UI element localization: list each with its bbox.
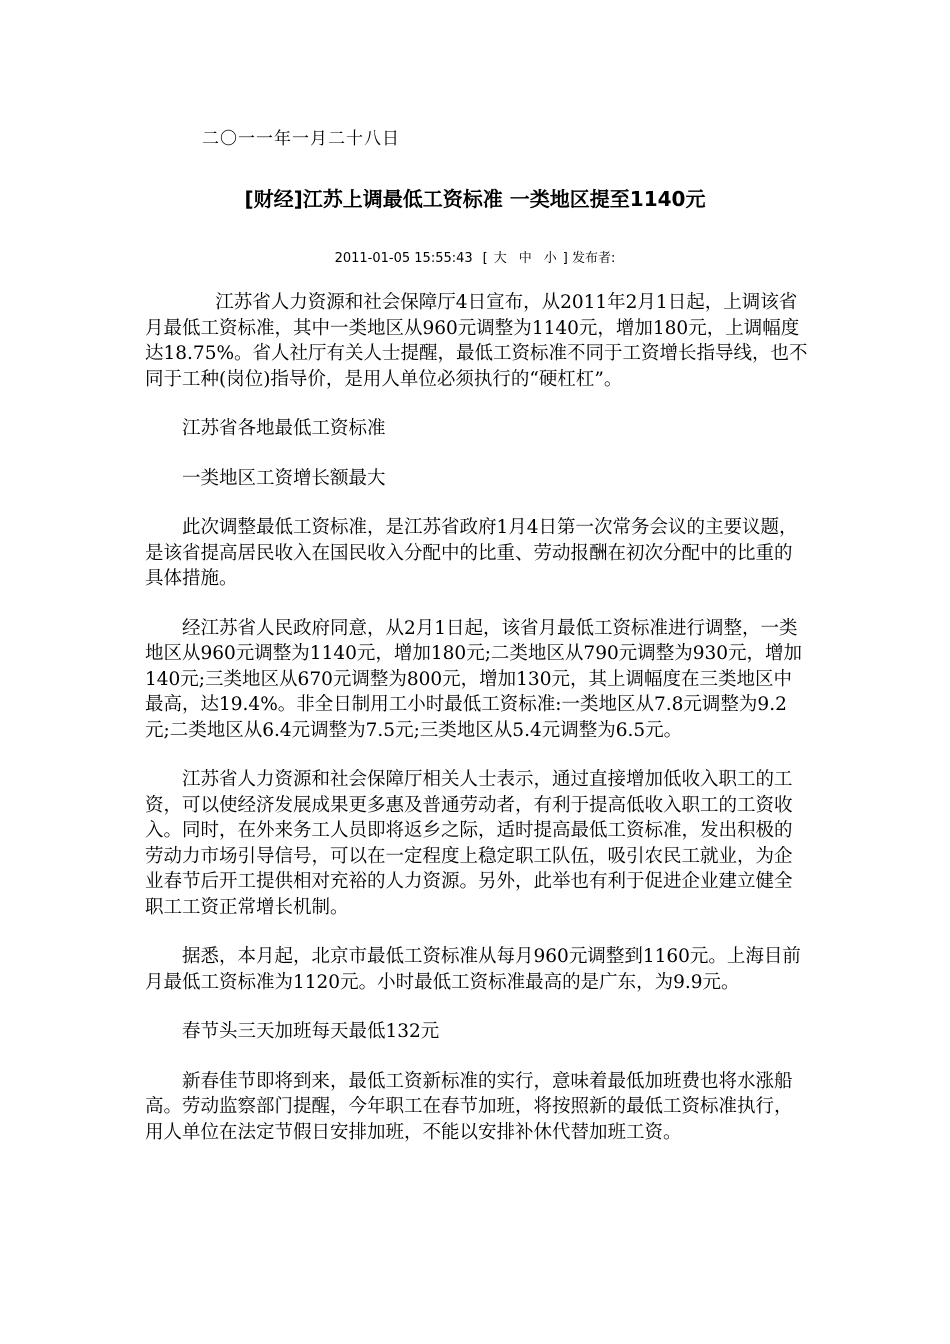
- size-bracket-open: [: [482, 251, 488, 266]
- section-heading: 一类地区工资增长额最大: [182, 467, 386, 489]
- paragraph: 江苏省人力资源和社会保障厅相关人士表示，通过直接增加低收入职工的工资，可以使经济发展成果更多惠及普通劳动者，有利于提高低收入职工的工资收入。同时，在外来务工人员即将返乡之际，适时提高最低工资标准，发出积极的劳动力市场引导信号，可以在一定程度上稳定职工队伍，吸引农民工就业，为企业春节后开工提供相对充裕的人力资源。另外，此举也有利于促进企业建立健全职工工资正常增长机制。: [145, 769, 793, 918]
- paragraph: 此次调整最低工资标准，是江苏省政府1月4日第一次常务会议的主要议题，是该省提高居民收入在国民收入分配中的比重、劳动报酬在初次分配中的比重的具体措施。: [145, 517, 798, 589]
- publish-timestamp: 2011-01-05 15:55:43: [334, 251, 473, 266]
- article-body: [145, 290, 810, 1169]
- paragraph: 经江苏省人民政府同意，从2月1日起，该省月最低工资标准进行调整，一类地区从960元调整为1140元，增加180元;二类地区从790元调整为930元，增加140元;三类地区从670元调整为800元，增加130元，其上调幅度在三类地区中最高，达19.4%。非全日制用工小时最低工资标准:一类地区从7.8元调整为9.2元;二类地区从6.4元调整为7.5元;三类地区从5.4元调整为6.5元。: [145, 617, 803, 741]
- paragraph: 新春佳节即将到来，最低工资新标准的实行，意味着最低加班费也将水涨船高。劳动监察部门提醒，今年职工在春节加班，将按照新的最低工资标准执行，用人单位在法定节假日安排加班，不能以安排补休代替加班工资。: [145, 1070, 793, 1143]
- font-size-large-button[interactable]: 大: [493, 251, 507, 266]
- section-heading: 春节头三天加班每天最低132元: [182, 1021, 440, 1042]
- section-heading: 江苏省各地最低工资标准: [182, 418, 386, 439]
- paragraph-intro: 江苏省人力资源和社会保障厅4日宣布，从2011年2月1日起，上调该省月最低工资标准，其中一类地区从960元调整为1140元，增加180元，上调幅度达18.75%。省人社厅有关人士提醒，最低工资标准不同于工资增长指导线，也不同于工种(岗位)指导价，是用人单位必须执行的“硬杠杠”。: [145, 292, 808, 390]
- font-size-small-button[interactable]: 小: [543, 251, 557, 266]
- paragraph: 据悉，本月起，北京市最低工资标准从每月960元调整到1160元。上海目前月最低工资标准为1120元。小时最低工资标准最高的是广东，为9.9元。: [145, 946, 801, 993]
- date-line: 二〇一一年一月二十八日: [202, 129, 400, 149]
- font-size-medium-button[interactable]: 中: [518, 251, 532, 266]
- size-bracket-close: ]: [562, 251, 568, 266]
- article-title: [财经]江苏上调最低工资标准 一类地区提至1140元: [244, 187, 706, 211]
- article-meta: [0, 247, 950, 266]
- publisher-label: 发布者:: [572, 251, 616, 266]
